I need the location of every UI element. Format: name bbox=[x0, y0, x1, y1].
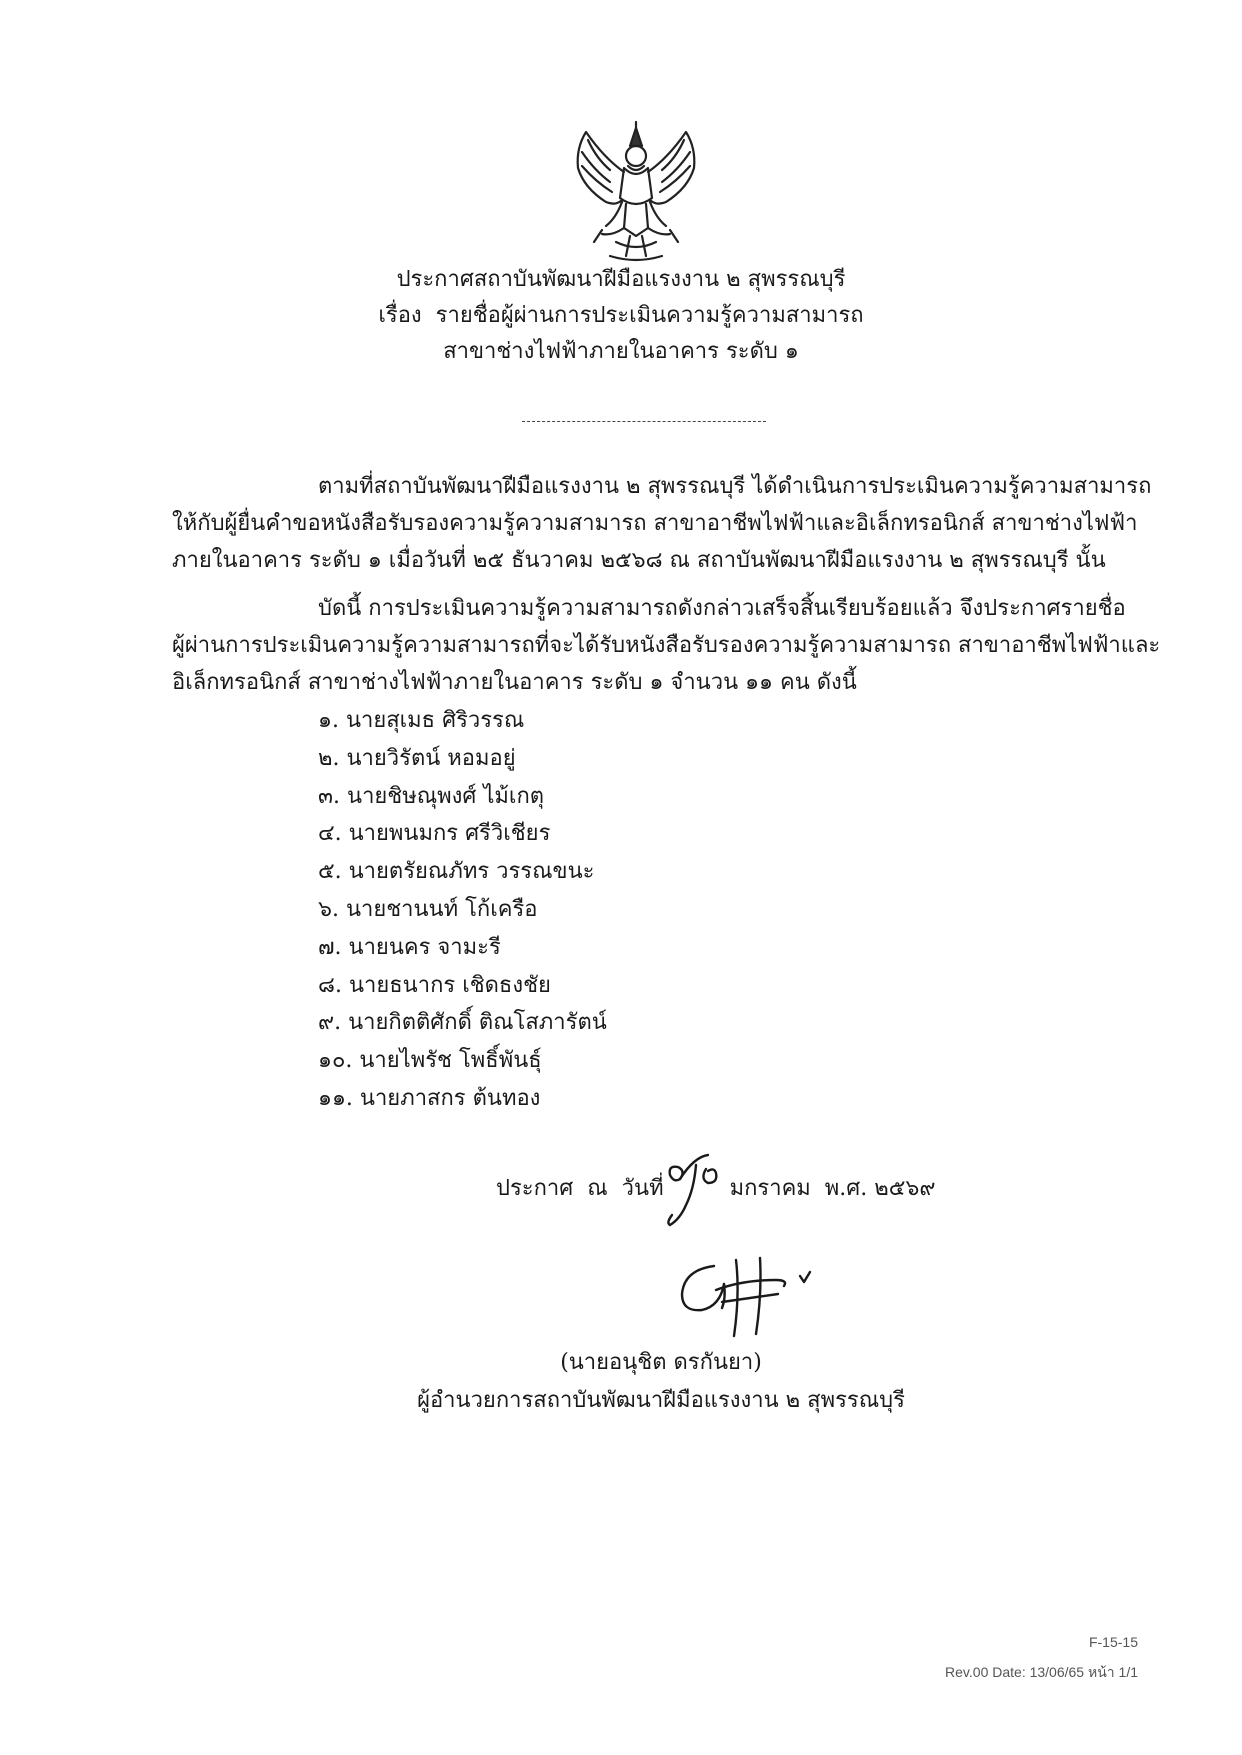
paragraph-line: ภายในอาคาร ระดับ ๑ เมื่อวันที่ ๒๕ ธันวาคม ๒๕๖๘ ณ สถาบันพัฒนาฝีมือแรงงาน ๒ สุพรรณบุรี นั้น bbox=[172, 548, 1106, 573]
paragraph-intro bbox=[172, 468, 1152, 579]
handwritten-day-number bbox=[664, 1149, 730, 1229]
list-item: ๙. นายกิตติศักดิ์ ติณโสภารัตน์ bbox=[318, 1010, 607, 1036]
subject-text: รายชื่อผู้ผ่านการประเมินความรู้ความสามารถ bbox=[435, 303, 864, 328]
announce-day-word: วันที่ bbox=[621, 1176, 664, 1201]
list-item: ๕. นายตรัยณภัทร วรรณขนะ bbox=[318, 859, 595, 885]
announce-at: ณ bbox=[587, 1176, 608, 1201]
subject-label: เรื่อง bbox=[378, 303, 422, 328]
list-item: ๘. นายธนากร เชิดธงชัย bbox=[318, 972, 551, 998]
announce-month: มกราคม bbox=[729, 1176, 811, 1201]
paragraph-announcement bbox=[172, 590, 1161, 701]
list-item: ๖. นายชานนท์ โก้เครือ bbox=[318, 896, 538, 922]
signer-name: (นายอนุชิต ดรกันยา) bbox=[560, 1350, 762, 1375]
announce-year: พ.ศ. ๒๕๖๙ bbox=[824, 1176, 936, 1201]
announce-prefix: ประกาศ bbox=[496, 1176, 574, 1201]
list-item: ๗. นายนคร จามะรี bbox=[318, 934, 501, 960]
paragraph-line: อิเล็กทรอนิกส์ สาขาช่างไฟฟ้าภายในอาคาร ระดับ ๑ จำนวน ๑๑ คน ดังนี้ bbox=[172, 670, 857, 695]
heading-title: ประกาศสถาบันพัฒนาฝีมือแรงงาน ๒ สุพรรณบุรี bbox=[396, 267, 846, 292]
passed-names-list bbox=[318, 702, 607, 1118]
paragraph-line: ผู้ผ่านการประเมินความรู้ความสามารถที่จะได้รับหนังสือรับรองความรู้ความสามารถ สาขาอาชีพไฟฟ้าและ bbox=[172, 633, 1161, 658]
paragraph-line: ให้กับผู้ยื่นคำขอหนังสือรับรองความรู้ความสามารถ สาขาอาชีพไฟฟ้าและอิเล็กทรอนิกส์ สาขาช่างไฟฟ้า bbox=[172, 511, 1138, 536]
signer-position: ผู้อำนวยการสถาบันพัฒนาฝีมือแรงงาน ๒ สุพรรณบุรี bbox=[417, 1388, 905, 1413]
list-item: ๑. นายสุเมธ ศิริวรรณ bbox=[318, 708, 525, 733]
garuda-emblem-icon bbox=[566, 118, 706, 266]
list-item: ๔. นายพนมกร ศรีวิเชียร bbox=[318, 821, 551, 847]
paragraph-line: บัดนี้ การประเมินความรู้ความสามารถดังกล่าวเสร็จสิ้นเรียบร้อยแล้ว จึงประกาศรายชื่อ bbox=[318, 596, 1126, 621]
list-item: ๒. นายวิรัตน์ หอมอยู่ bbox=[318, 745, 516, 771]
list-item: ๑๐. นายไพรัช โพธิ์พันธุ์ bbox=[318, 1048, 542, 1074]
heading-separator bbox=[522, 421, 766, 422]
list-item: ๓. นายชิษณุพงศ์ ไม้เกตุ bbox=[318, 783, 545, 809]
announcement-date bbox=[496, 1149, 935, 1229]
paragraph-line: ตามที่สถาบันพัฒนาฝีมือแรงงาน ๒ สุพรรณบุรี ได้ดำเนินการประเมินความรู้ความสามารถ bbox=[318, 474, 1152, 499]
heading-subject bbox=[0, 298, 1242, 334]
form-code: F-15-15 bbox=[1088, 1634, 1138, 1650]
director-signature bbox=[676, 1250, 822, 1340]
revision-info: Rev.00 Date: 13/06/65 หน้า 1/1 bbox=[945, 1664, 1138, 1680]
heading bbox=[0, 262, 1242, 370]
heading-branch: สาขาช่างไฟฟ้าภายในอาคาร ระดับ ๑ bbox=[443, 339, 799, 364]
list-item: ๑๑. นายภาสกร ต้นทอง bbox=[318, 1085, 541, 1111]
